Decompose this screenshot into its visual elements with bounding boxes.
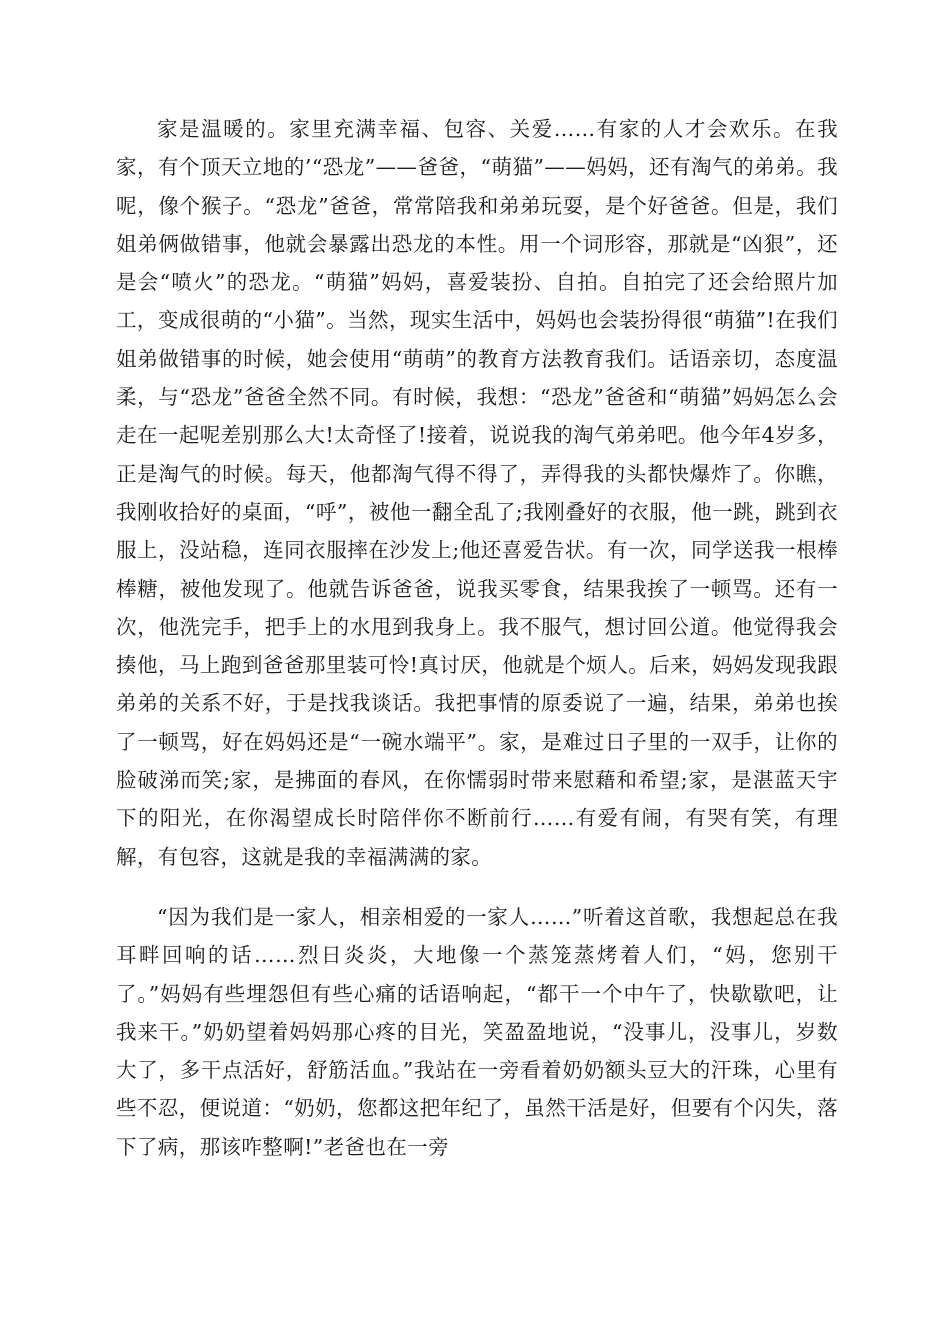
document-page (116, 110, 838, 1166)
paragraph-family-song: “因为我们是一家人，相亲相爱的一家人……”听着这首歌，我想起总在我耳畔回响的话……烈日炎炎，大地像一个蒸笼蒸烤着人们，“妈，您别干了。”妈妈有些埋怨但有些心痛的话语响起，“都干一个中午了，快歇歇吧，让我来干。”奶奶望着妈妈那心疼的目光，笑盈盈地说，“没事儿，没事儿，岁数大了，多干点活好，舒筋活血。”我站在一旁看着奶奶额头豆大的汗珠，心里有些不忍，便说道：“奶奶，您都这把年纪了，虽然干活是好，但要有个闪失，落下了病，那该咋整啊!”老爸也在一旁 (116, 904, 838, 1159)
paragraph-family-essay: 家是温暖的。家里充满幸福、包容、关爱……有家的人才会欢乐。在我家，有个顶天立地的’“恐龙”——爸爸，“萌猫”——妈妈，还有淘气的弟弟。我呢，像个猴子。“恐龙”爸爸，常常陪我和弟弟玩耍，是个好爸爸。但是，我们姐弟俩做错事，他就会暴露出恐龙的本性。用一个词形容，那就是“凶狠”，还是会“喷火”的恐龙。“萌猫”妈妈，喜爱装扮、自拍。自拍完了还会给照片加工，变成很萌的“小猫”。当然，现实生活中，妈妈也会装扮得很“萌猫”!在我们姐弟做错事的时候，她会使用“萌萌”的教育方法教育我们。话语亲切，态度温柔，与“恐龙”爸爸全然不同。有时候，我想：“恐龙”爸爸和“萌猫”妈妈怎么会走在一起呢差别那么大!太奇怪了!接着，说说我的淘气弟弟吧。他今年4岁多，正是淘气的时候。每天，他都淘气得不得了，弄得我的头都快爆炸了。你瞧，我刚收拾好的桌面，“呼”，被他一翻全乱了;我刚叠好的衣服，他一跳，跳到衣服上，没站稳，连同衣服摔在沙发上;他还喜爱告状。有一次，同学送我一根棒棒糖，被他发现了。他就告诉爸爸，说我买零食，结果我挨了一顿骂。还有一次，他洗完手，把手上的水甩到我身上。我不服气，想讨回公道。他觉得我会揍他，马上跑到爸爸那里装可怜!真讨厌，他就是个烦人。后来，妈妈发现我跟弟弟的关系不好，于是找我谈话。我把事情的原委说了一遍，结果，弟弟也挨了一顿骂，好在妈妈还是“一碗水端平”。家，是难过日子里的一双手，让你的脸破涕而笑;家，是拂面的春风，在你懦弱时带来慰藉和希望;家，是湛蓝天宇下的阳光，在你渴望成长时陪伴你不断前行……有爱有闹，有哭有笑，有理解，有包容，这就是我的幸福满满的家。 (116, 117, 838, 869)
